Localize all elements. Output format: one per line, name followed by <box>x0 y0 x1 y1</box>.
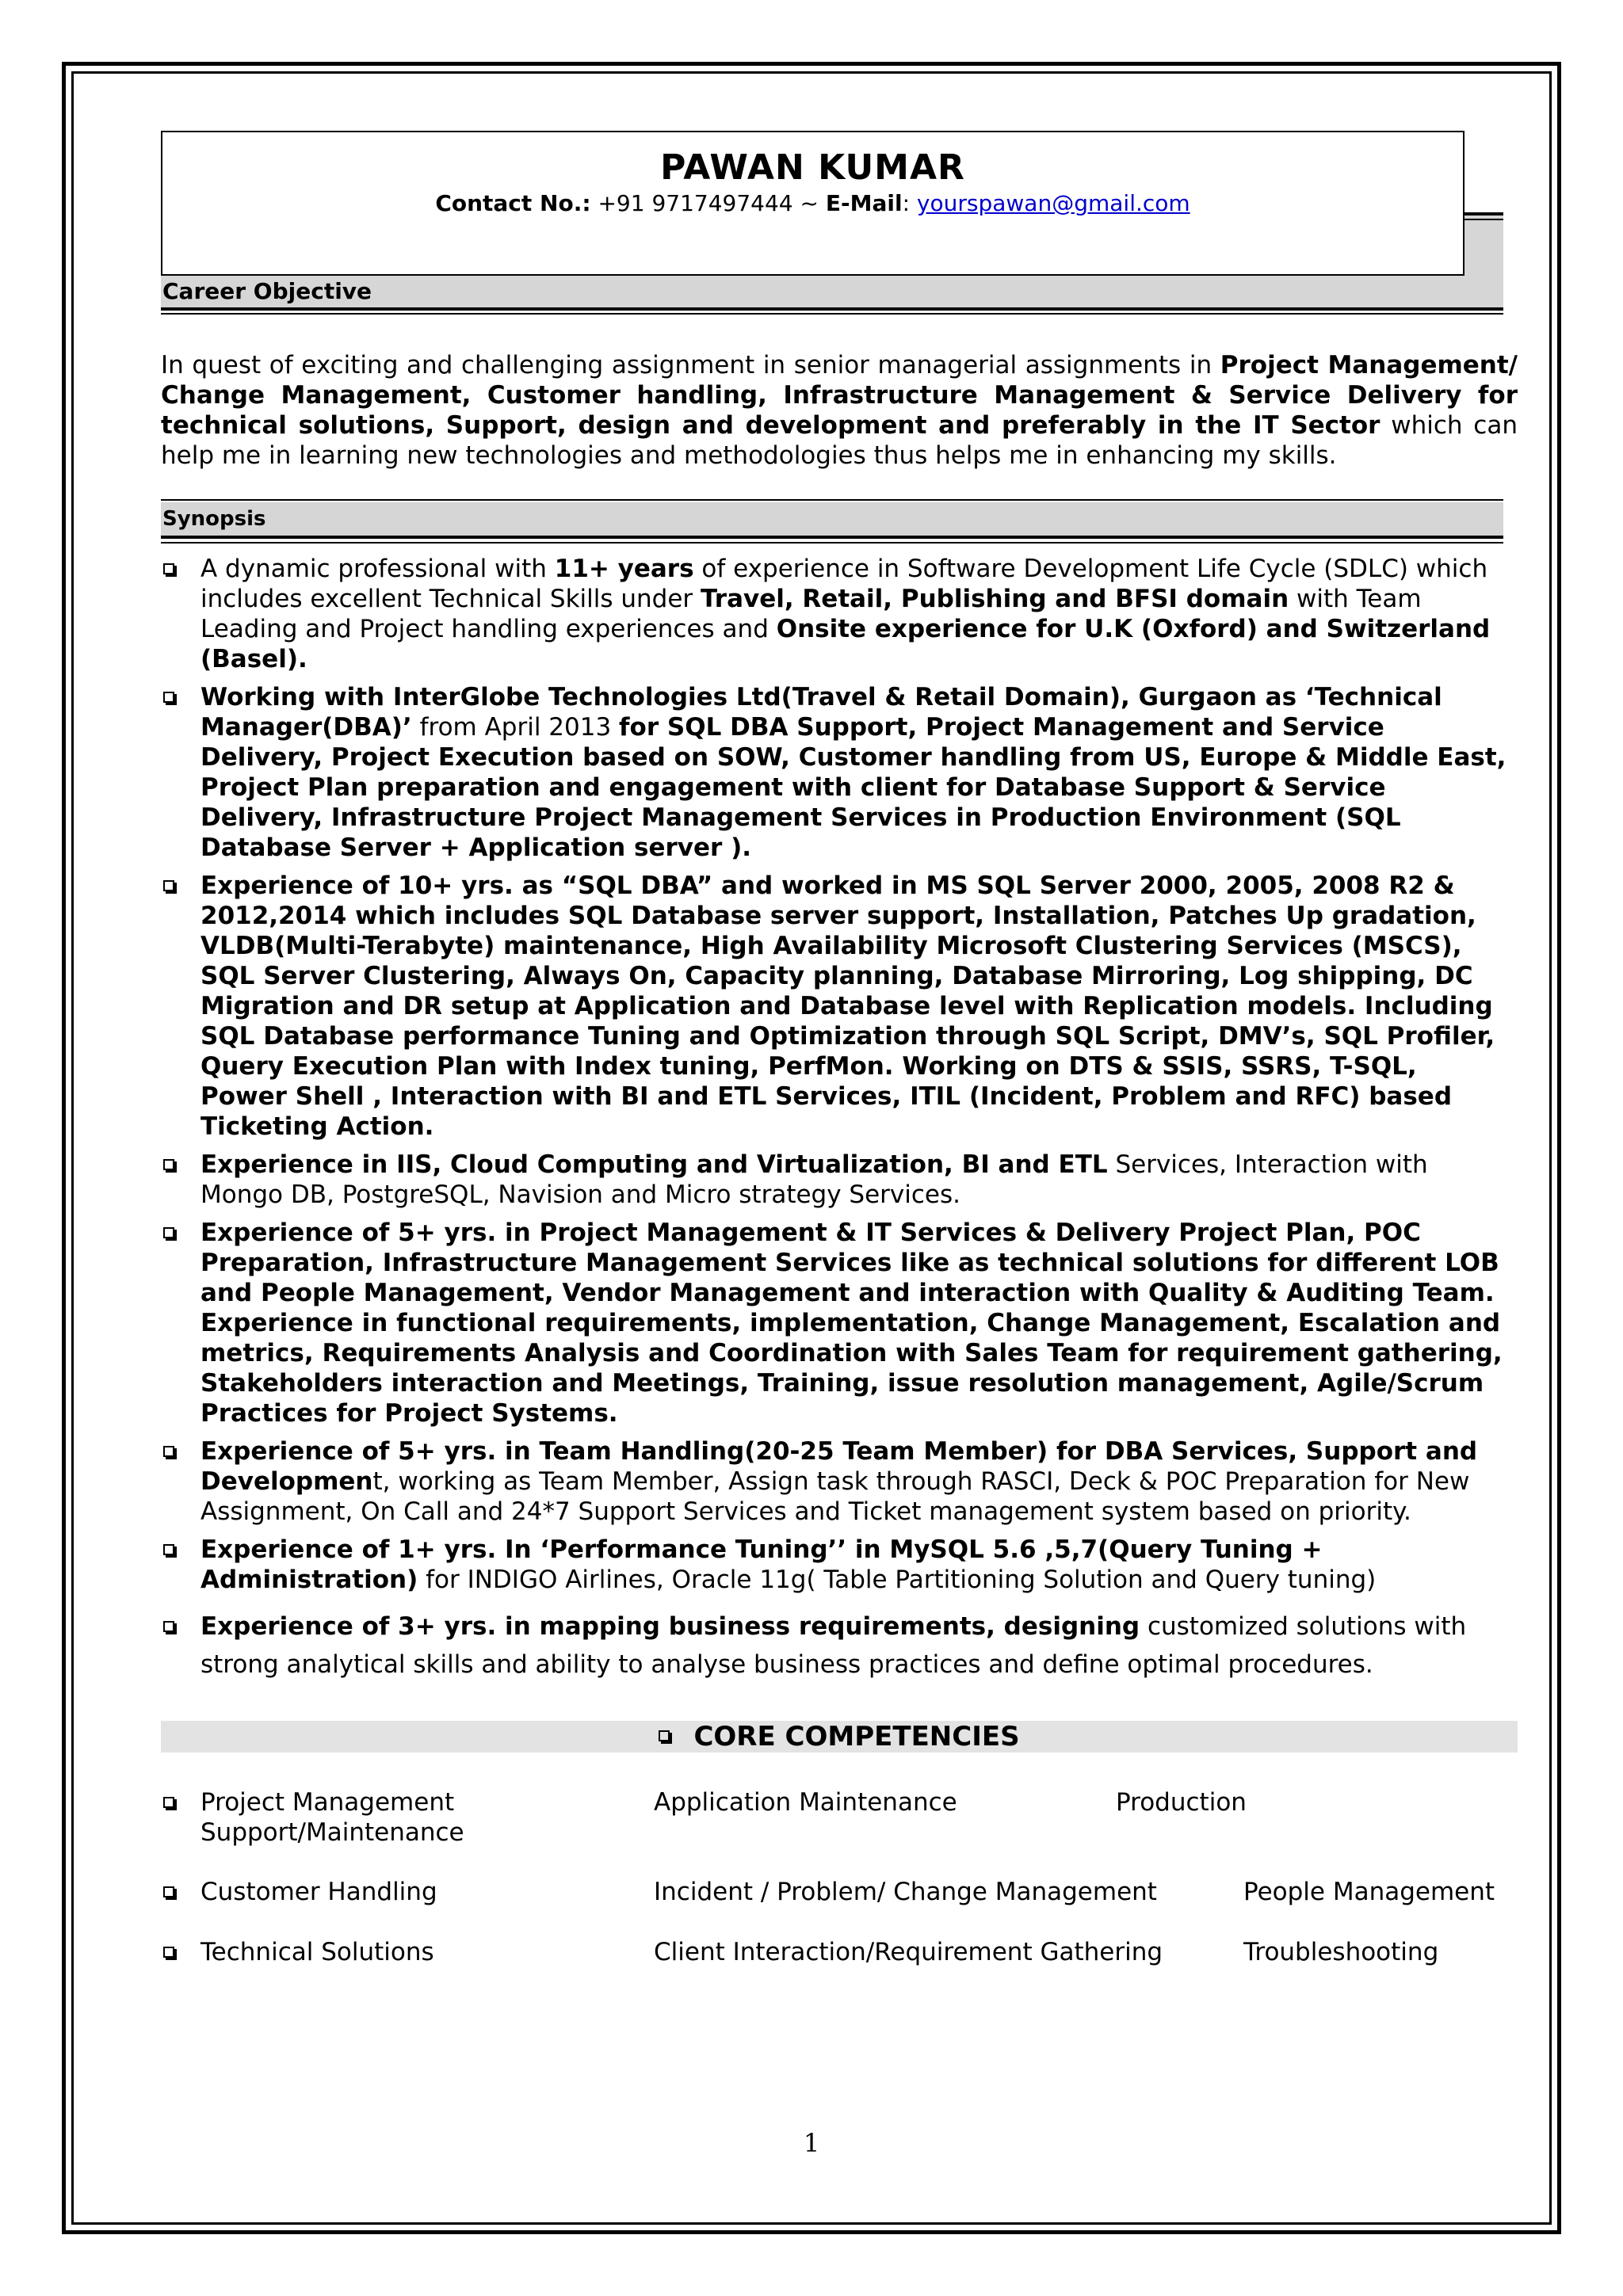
list-item <box>161 1436 1508 1527</box>
competency-row <box>161 1877 1518 1909</box>
contact-label: Contact No.: <box>435 190 591 216</box>
list-item <box>161 1535 1508 1595</box>
item-text: t, working as Team Member, Assign task through RASCI, Deck & POC Preparation for New Assignment, On Call and 24*7 Support Services and Ticket management system based on priority. <box>200 1467 1470 1526</box>
list-item <box>161 1608 1508 1684</box>
competency-item: Client Interaction/Requirement Gathering <box>654 1938 1163 1966</box>
contact-line: Contact No.: +91 9717497444 ~ E-Mail: yourspawan@gmail.com <box>435 190 1190 216</box>
synopsis-heading: Synopsis <box>161 502 1503 536</box>
item-text: with Team Leading and Project handling experiences and <box>200 585 1422 643</box>
item-bold: Experience of 5+ yrs. in Team Handling(20-25 Team Member) for DBA Services, Support and Developmen <box>200 1437 1478 1496</box>
item-text: Services, Interaction with Mongo DB, PostgreSQL, Navision and Micro strategy Services. <box>200 1150 1428 1209</box>
objective-rule-thin <box>161 313 1503 315</box>
item-bold: 11+ years <box>554 555 694 583</box>
checkbox-bullet-icon <box>163 563 174 574</box>
checkbox-bullet-icon <box>163 692 174 703</box>
header-tab-rule-thin <box>1465 219 1503 220</box>
item-bold: Experience of 3+ yrs. in mapping business requirements, designing <box>200 1612 1140 1641</box>
checkbox-bullet-icon <box>163 1544 174 1555</box>
checkbox-bullet-icon <box>163 1947 174 1958</box>
objective-text-bold: Project Management/ Change Management, Customer handling, Infrastructure Management & Service Delivery for technical solutions, Support, design and development and preferably in the IT Sector <box>161 351 1518 440</box>
item-bold: for SQL DBA Support, Project Management and Service Delivery, Project Execution based on SOW, Customer handling from US, Europe & Middle East, Project Plan preparation and engagement with client for Database Support & Service Delivery, Infrastructure Project Management Services in Production Environment (SQL Database Server + Application server ). <box>200 713 1507 862</box>
candidate-name: PAWAN KUMAR <box>660 147 965 188</box>
list-item <box>161 682 1508 863</box>
checkbox-bullet-icon <box>163 1227 174 1238</box>
objective-text-2: which can help me in learning new technologies and methodologies thus helps me in enhancing my skills. <box>161 411 1518 470</box>
page-number: 1 <box>803 2128 820 2158</box>
item-bold: Experience in IIS, Cloud Computing and Virtualization, BI and ETL <box>200 1150 1108 1179</box>
synopsis-rule-thick <box>161 536 1503 539</box>
list-item <box>161 1218 1508 1428</box>
resume-header <box>161 131 1465 276</box>
checkbox-bullet-icon <box>659 1730 670 1741</box>
item-text: for INDIGO Airlines, Oracle 11g( Table Partitioning Solution and Query tuning) <box>418 1566 1377 1594</box>
competency-item: Production <box>1116 1788 1247 1817</box>
objective-rule-thick <box>161 307 1503 311</box>
core-competencies-band <box>161 1721 1518 1753</box>
competency-item: Project Management <box>200 1788 455 1817</box>
header-grey-tab <box>1465 212 1503 276</box>
competency-item: Incident / Problem/ Change Management <box>654 1878 1157 1906</box>
checkbox-bullet-icon <box>163 1621 174 1632</box>
item-bold: Experience of 1+ yrs. In ‘Performance Tuning’’ in MySQL 5.6 ,5,7(Query Tuning + Administration) <box>200 1535 1323 1594</box>
item-text: A dynamic professional with <box>200 555 555 583</box>
list-item <box>161 871 1508 1142</box>
checkbox-bullet-icon <box>163 1797 174 1808</box>
competency-item: Technical Solutions <box>200 1938 434 1966</box>
header-tab-rule <box>1465 212 1503 215</box>
competency-item: People Management <box>1243 1878 1495 1906</box>
competency-item: Application Maintenance <box>654 1788 957 1817</box>
item-text: customized solutions with strong analytical skills and ability to analyse business practices and define optimal procedures. <box>200 1612 1467 1679</box>
email-label: E-Mail <box>825 190 903 216</box>
list-item <box>161 554 1508 674</box>
item-bold: Working with InterGlobe Technologies Ltd(Travel & Retail Domain), Gurgaon as ‘Technical Manager(DBA)’ <box>200 683 1442 742</box>
item-text: of experience in Software Development Life Cycle (SDLC) which includes excellent Technical Skills under <box>200 555 1488 613</box>
synopsis-rule-top <box>161 499 1503 501</box>
item-text: from April 2013 <box>411 713 620 742</box>
item-bold: Onsite experience for U.K (Oxford) and Switzerland (Basel). <box>200 615 1491 673</box>
synopsis-list <box>161 554 1508 1684</box>
email-link[interactable]: yourspawan@gmail.com <box>916 190 1190 216</box>
career-objective-text <box>161 350 1518 471</box>
objective-text-1: In quest of exciting and challenging assignment in senior managerial assignments in <box>161 351 1220 379</box>
core-competencies-heading <box>161 1721 1518 1753</box>
competency-item: Customer Handling <box>200 1878 437 1906</box>
competency-row <box>161 1937 1518 1969</box>
competency-item: Troubleshooting <box>1243 1938 1439 1966</box>
item-bold: Travel, Retail, Publishing and BFSI domain <box>701 585 1289 613</box>
checkbox-bullet-icon <box>163 1159 174 1170</box>
core-competencies-title: CORE COMPETENCIES <box>693 1721 1020 1753</box>
career-objective-heading: Career Objective <box>161 276 1503 307</box>
item-bold: Experience of 5+ yrs. in Project Management & IT Services & Delivery Project Plan, POC Preparation, Infrastructure Management Services like as technical solutions for different LOB and People Management, Vendor Management and interaction with Quality & Auditing Team. Experience in functional requirements, implementation, Change Management, Escalation and metrics, Requirements Analysis and Coordination with Sales Team for requirement gathering, Stakeholders interaction and Meetings, Training, issue resolution management, Agile/Scrum Practices for Project Systems. <box>200 1219 1503 1428</box>
phone-number: +91 9717497444 <box>598 190 793 216</box>
competency-item: Support/Maintenance <box>200 1818 464 1847</box>
list-item <box>161 1150 1508 1210</box>
checkbox-bullet-icon <box>163 1886 174 1897</box>
synopsis-rule-thin <box>161 542 1503 543</box>
item-bold: Experience of 10+ yrs. as “SQL DBA” and worked in MS SQL Server 2000, 2005, 2008 R2 & 2012,2014 which includes SQL Database server support, Installation, Patches Up gradation, VLDB(Multi-Terabyte) maintenance, High Availability Microsoft Clustering Services (MSCS), SQL Server Clustering, Always On, Capacity planning, Database Mirroring, Log shipping, DC Migration and DR setup at Application and Database level with Replication models. Including SQL Database performance Tuning and Optimization through SQL Script, DMV’s, SQL Profiler, Query Execution Plan with Index tuning, PerfMon. Working on DTS & SSIS, SSRS, T-SQL, Power Shell , Interaction with BI and ETL Services, ITIL (Incident, Problem and RFC) based Ticketing Action. <box>200 871 1495 1141</box>
checkbox-bullet-icon <box>163 1446 174 1457</box>
checkbox-bullet-icon <box>163 880 174 891</box>
contact-separator: ~ <box>800 190 819 216</box>
competency-row <box>161 1787 1518 1851</box>
